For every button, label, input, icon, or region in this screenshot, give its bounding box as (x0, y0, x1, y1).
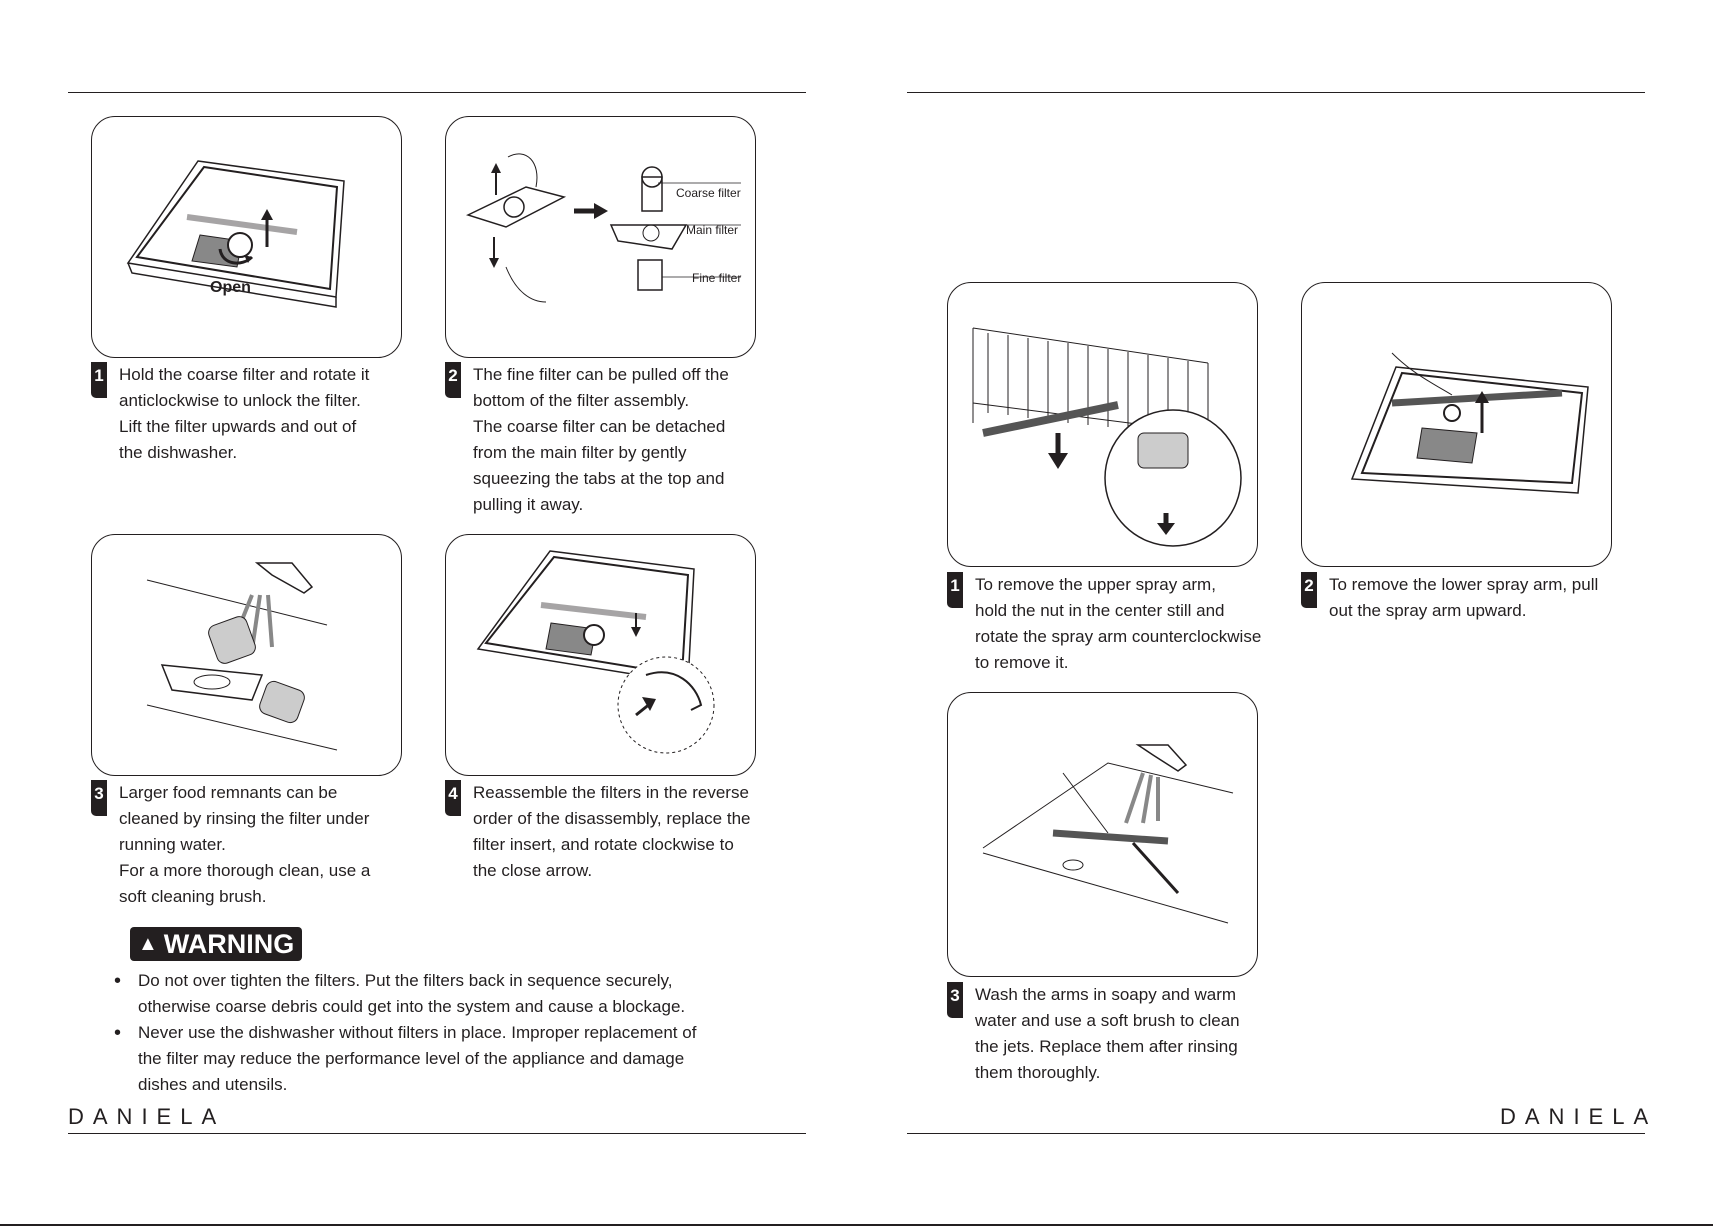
warning-badge (130, 927, 302, 961)
step-text: The fine filter can be pulled off the bottom of the filter assembly. The coarse filter can be detached from the main filter by gently squeezing the tabs at the top and pulling it away. (473, 365, 729, 514)
warning-title: WARNING (163, 928, 295, 959)
warning-item: • Do not over tighten the filters. Put the filters back in sequence securely, otherwise coarse debris could get into the system and cause a blockage. (110, 968, 750, 1020)
right-top-rule (907, 92, 1645, 93)
left-top-rule (68, 92, 806, 93)
figure-wash-arms (947, 692, 1258, 977)
step-number: 1 (91, 362, 107, 398)
lower-arm-illustration (1302, 283, 1611, 566)
step-text: Larger food remnants can be cleaned by rinsing the filter under running water. For a more thorough clean, use a soft cleaning brush. (119, 783, 371, 906)
figure-rinse-filter (91, 534, 402, 776)
upper-rack-illustration (948, 283, 1257, 566)
reassemble-illustration (446, 535, 755, 775)
step-text: Wash the arms in soapy and warm water and use a soft brush to clean the jets. Replace them after rinsing them thoroughly. (975, 985, 1240, 1082)
figure-filter-assembly (445, 116, 756, 358)
warning-list (110, 968, 750, 1098)
left-bottom-rule (68, 1133, 806, 1134)
brand-logo-left: DANIELA (68, 1104, 226, 1129)
figure-label-open: Open (210, 279, 251, 296)
right-bottom-rule (907, 1133, 1645, 1134)
step-number: 3 (91, 780, 107, 816)
step-text: Reassemble the filters in the reverse order of the disassembly, replace the filter insert, and rotate clockwise to the close arrow. (473, 783, 751, 880)
label-fine-filter: Fine filter (692, 271, 742, 285)
warning-triangle-icon: ▲ (138, 932, 158, 955)
warning-item: • Never use the dishwasher without filters in place. Improper replacement of the filter may reduce the performance level of the appliance and damage dishes and utensils. (110, 1020, 750, 1098)
figure-lower-spray-arm (1301, 282, 1612, 567)
figure-coarse-filter-open (91, 116, 402, 358)
step-text: Hold the coarse filter and rotate it anticlockwise to unlock the filter. Lift the filter upwards and out of the dishwasher. (119, 365, 370, 462)
figure-upper-spray-arm (947, 282, 1258, 567)
step-number: 1 (947, 572, 963, 608)
wash-arms-illustration (948, 693, 1257, 976)
step-text: To remove the upper spray arm, hold the nut in the center still and rotate the spray arm counterclockwise to remove it. (975, 575, 1262, 672)
step-number: 2 (445, 362, 461, 398)
step-number: 3 (947, 982, 963, 1018)
label-main-filter: Main filter (686, 223, 739, 237)
brand-logo-right: DANIELA (1500, 1104, 1658, 1129)
filter-tray-illustration (92, 117, 401, 357)
label-coarse-filter: Coarse filter (676, 186, 741, 200)
step-text: To remove the lower spray arm, pull out the spray arm upward. (1329, 575, 1599, 620)
rinse-illustration (92, 535, 401, 775)
filter-parts-illustration (446, 117, 755, 357)
step-number: 4 (445, 780, 461, 816)
figure-reassemble-filter (445, 534, 756, 776)
step-number: 2 (1301, 572, 1317, 608)
